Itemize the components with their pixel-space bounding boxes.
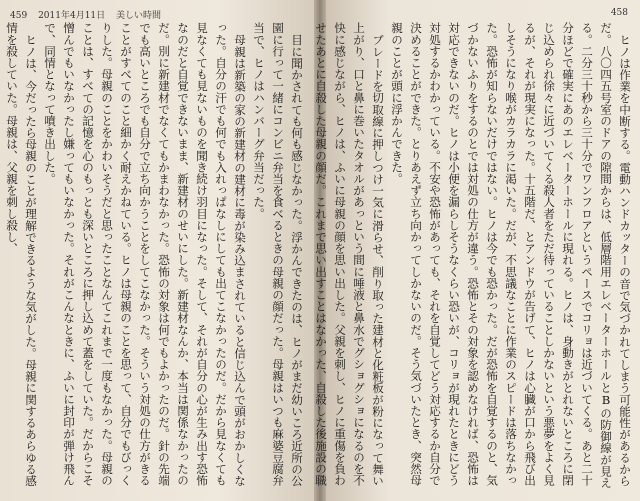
paragraph: 母親は新築の家の新建材の建材に毒が染み込まされていると信じ込んで頭がおかしくなった。自分の汗でも何でも入れっぱなしにしても出てこなかったのだ。だから見なくても見なくても見ないものを聞き続け羽目になった。そして、それが自分の心が生み出す恐怖なのだと自覚できないまま、新建材のせいにした。新建材なんか、本当は関係なかったのだ。別に新建材でなくてもかまわなかった。恐怖の対象は何でもよかったのだ。針の先端でも高いところでも自分で立ち向かうことをしてこなかった。そういう対処の仕方がきることがすべてのこと細かく耐えかねている。ヒノは母親のことを思って、自分でもびっくりした。母親のことをかわいそうだと思ったことなんてこれまで一度もなかった。母親のことは、すべての記憶を心のもっとも深いところに押し込めて蓋をしていた。だからこそ憎んでもいなかったし嫌ってもいなかった。それがこんなときに、ふいに封印が弾け飛んで、同情となって噴き出した。 — [43, 22, 247, 486]
left-page-text — [6, 22, 306, 492]
paragraph: 目に聞かされても何も感じなかった。浮かんできたのは、ヒノがまだ幼いころ近所の公園に行って一緒にコンビニ弁当を食べるときの母親の顔だった。母親はいつも麻婆豆腐弁当で、ヒノはハンバーグ弁当だった。 — [252, 22, 304, 486]
header-section-title: 美しい時間 — [116, 11, 162, 21]
left-page-header — [10, 8, 169, 21]
right-page — [314, 0, 640, 501]
page-number-right: 458 — [610, 8, 628, 18]
paragraph: ヒノは作業を中断する。電動ハンドカッターの音で気づかれてしまう可能性があるからだ。八〇四五号室のドアの隙間からは、低層階用エレベーターホールとBの防御線が見える。二分三十秒から三十分でワンフロアというペースでコリョは近づいてくる。あと二十分ほどで確実にあのエレベーターホールに現れる。ヒノは、身動きがとれないところに閉じ込められ徐々に近づいてくる殺人者をただ待っていることしかないという悪夢をよく見るが、それが現実になった。十五階だ、とアンドウが告げて、ヒノは心臓が口から飛び出しそうになり喉がカラカラに渇いた。だが、不思議なことに作業のスピードは落ちなかった。恐怖が知らないだけではない。ヒノは今でも恐かった。だが恐怖を自覚するのと、気づかないふりをするのとでは対処の仕方が違う。恐怖とその対象を認めなければ、恐怖は対応できないのだ。ヒノは小便を漏らしそうなくらい恐いが、コリョが現れたときにどう対処するかわかっている。不安や恐怖があっても、それを自覚してどう対応するか自分で決めることができた。とりあえず立ち向かってしかないのだ。そう気づいたとき、突然母親のことが頭に浮かんできた。 — [390, 22, 632, 489]
paragraph: ブレードを切取線に押しつけ一気に滑らせ、削り取った建材と化粧板が粉になって舞い上がり、口と鼻に巻いたタオルがあっという間に唾液と鼻水でグショグショになるのを不快に感じながら、ヒノは、ふいに母親の顔を思い出した。父親を刺し、ヒノに重傷を負わせたあとに自殺した母親の顔だ。これまで思い出すことはなかった、自殺した後施設の職 — [314, 22, 385, 486]
right-page-text — [314, 22, 634, 492]
header-date: 2011年4月11日 — [38, 11, 106, 21]
left-page — [0, 0, 314, 501]
paragraph: ヒノは、今だったら母親のことが理解できるような気がした。母親に関するあらゆる感情を殺していた。母親は、父親を刺し殺し、 — [5, 22, 38, 486]
right-page-header — [611, 8, 628, 18]
page-number-left: 459 — [10, 11, 28, 21]
